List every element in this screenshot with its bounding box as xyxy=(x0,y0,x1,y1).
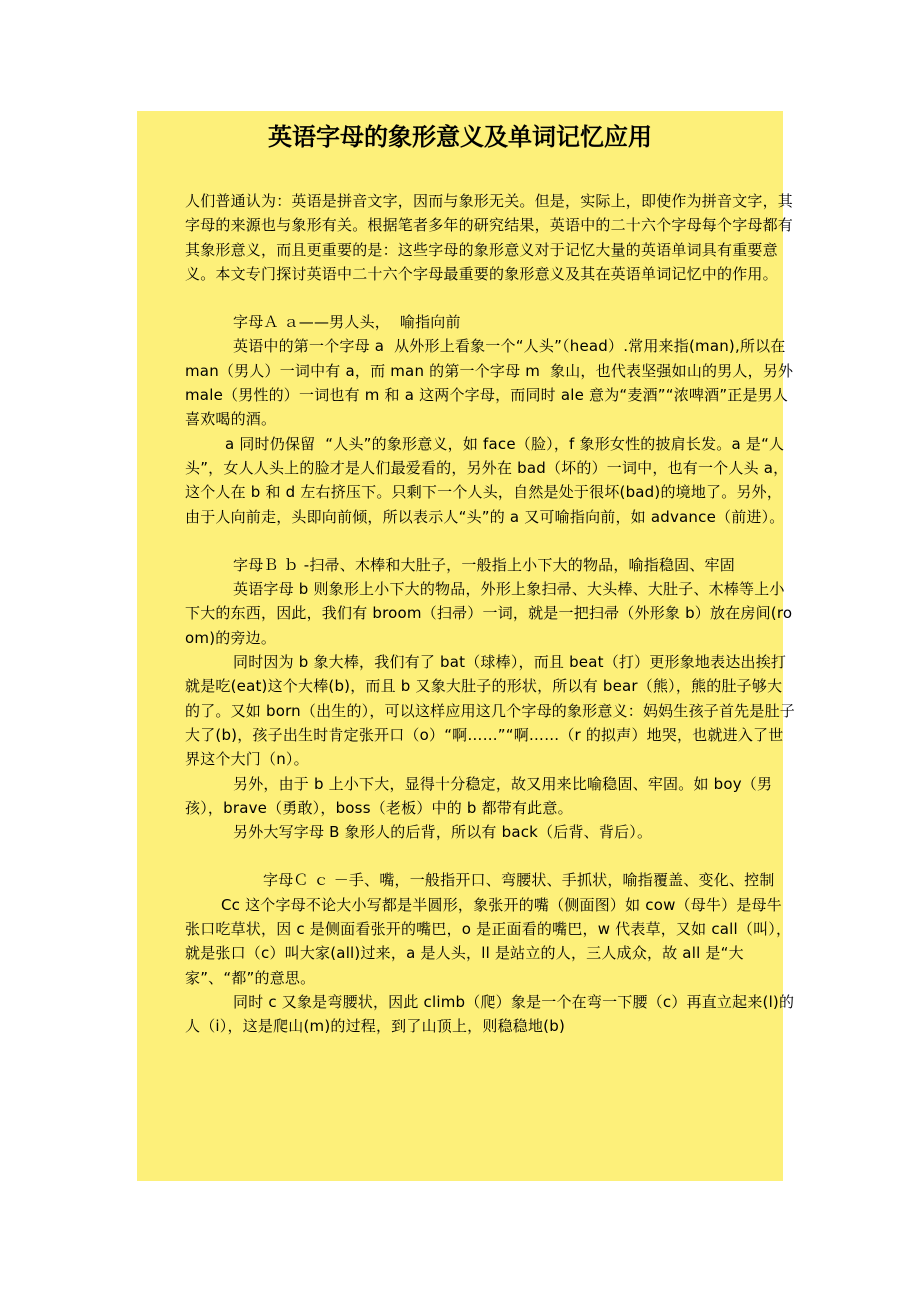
spacer xyxy=(185,286,795,310)
section-paragraph: 另外大写字母 B 象形人的后背，所以有 back（后背、背后）。 xyxy=(233,823,653,842)
section-letter-b xyxy=(185,553,795,845)
section-letter-c xyxy=(185,868,795,1038)
intro-paragraph: 人们普通认为：英语是拼音文字，因而与象形无关。但是，实际上，即使作为拼音文字，其字母的来源也与象形有关。根据笔者多年的研究结果，英语中的二十六个字母每个字母都有其象形意义，而且更重要的是：这些字母的象形意义对于记忆大量的英语单词具有重要意义。本文专门探讨英语中二十六个字母最重要的象形意义及其在英语单词记忆中的作用。 xyxy=(185,192,794,283)
section-paragraph: 另外，由于 b 上小下大，显得十分稳定，故又用来比喻稳固、牢固。如 boy（男孩），brave（勇敢），boss（老板）中的 b 都带有此意。 xyxy=(185,774,773,817)
document-page xyxy=(137,111,799,1181)
section-paragraph: 英语字母 b 则象形上小下大的物品，外形上象扫帚、大头棒、大肚子、木棒等上小下大的东西，因此，我们有 broom（扫帚）一词，就是一把扫帚（外形象 b）放在房间(room)的旁边。 xyxy=(185,580,793,647)
document-body xyxy=(185,189,799,1039)
section-paragraph: 同时 c 又象是弯腰状，因此 climb（爬）象是一个在弯一下腰（c）再直立起来(l)的人（i），这是爬山(m)的过程，到了山顶上，则稳稳地(b) xyxy=(185,992,795,1036)
document-title: 英语字母的象形意义及单词记忆应用 xyxy=(268,123,652,151)
spacer xyxy=(185,844,795,868)
section-heading: 字母Ｂ ｂ -扫帚、木棒和大肚子，一般指上小下大的物品，喻指稳固、牢固 xyxy=(233,555,735,574)
section-paragraph: 英语中的第一个字母 a 从外形上看象一个“人头”（head）.常用来指(man),所以在 man（男人）一词中有 a，而 man 的第一个字母 m 象山，也代表坚强如山的男人，另外 male（男性的）一词也有 m 和 a 这两个字母，而同时 ale 意为“麦酒”“浓啤酒”正是男人喜欢喝的酒。 xyxy=(185,337,799,429)
section-paragraph: a 同时仍保留 “人头”的象形意义，如 face（脸），f 象形女性的披肩长发。a 是“人头”，女人人头上的脸才是人们最爱看的，另外在 bad（坏的）一词中，也有一个人头 a，这个人在 b 和 d 左右挤压下。只剩下一个人头，自然是处于很坏(bad)的境地了。另外，由于人向前走，头即向前倾，所以表示人“头”的 a 又可喻指向前，如 advance（前进）。 xyxy=(185,434,789,526)
section-paragraph: Cc 这个字母不论大小写都是半圆形，象张开的嘴（侧面图）如 cow（母牛）是母牛张口吃草状，因 c 是侧面看张开的嘴巴，o 是正面看的嘴巴，w 代表草，又如 call（叫），就是张口（c）叫大家(all)过来，a 是人头，ll 是站立的人，三人成众，故 all 是“大家”、“都”的意思。 xyxy=(185,895,792,987)
section-heading: 字母Ａ ａ——男人头， 喻指向前 xyxy=(233,313,461,332)
section-letter-a xyxy=(185,310,799,529)
spacer xyxy=(185,529,795,553)
section-paragraph: 同时因为 b 象大棒，我们有了 bat（球棒），而且 beat（打）更形象地表达出挨打就是吃(eat)这个大棒(b)，而且 b 又象大肚子的形状，所以有 bear（熊），熊的肚子够大的了。又如 born（出生的），可以这样应用这几个字母的象形意义：妈妈生孩子首先是肚子大了(b)，孩子出生时肯定张开口（o）“啊……”“啊……（r 的拟声）地哭，也就进入了世界这个大门（n）。 xyxy=(185,653,795,769)
section-heading: 字母Ｃ ｃ －手、嘴，一般指开口、弯腰状、手抓状，喻指覆盖、变化、控制 xyxy=(263,871,775,890)
